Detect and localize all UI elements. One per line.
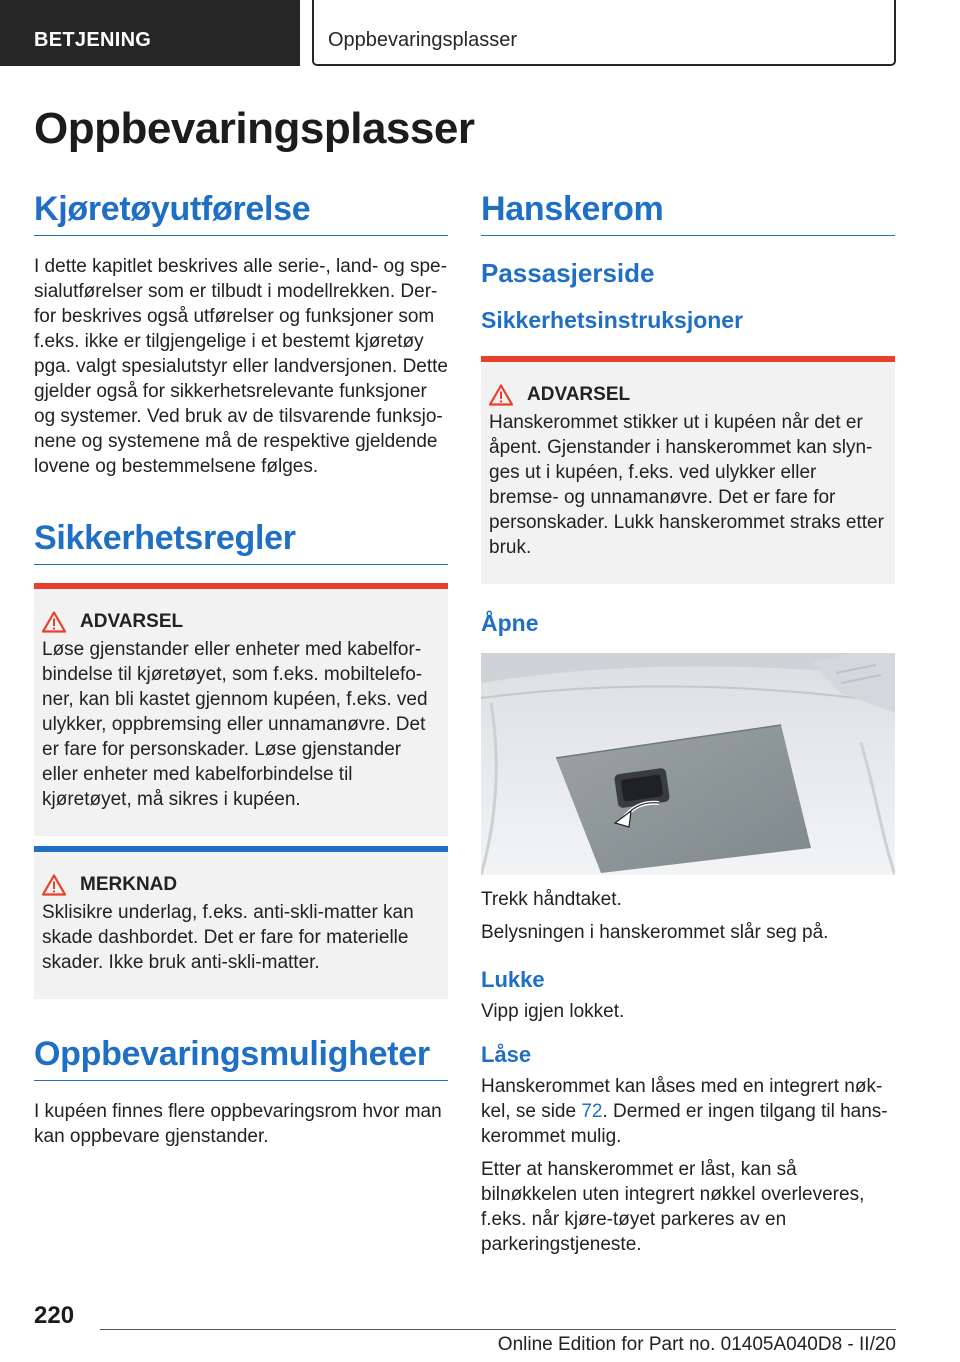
warning-header (34, 611, 438, 633)
safety-heading: Sikkerhetsregler (34, 519, 448, 565)
glovebox-warning-header (481, 384, 885, 406)
lock-text-2: Etter at hanskerommet er låst, kan så bilnøkkelen uten integrert nøkkel overleveres, f.eks. når kjøre-tøyet parkeres av en parkeringstjeneste. (481, 1159, 865, 1255)
note-header (34, 874, 438, 896)
note-box (34, 846, 448, 999)
note-title: MERKNAD (80, 874, 178, 895)
lock-text-part-b: . Dermed er ingen tilgang til hans-kerommet mulig. (481, 1101, 888, 1147)
warning-box (34, 583, 448, 836)
open-heading: Åpne (481, 610, 539, 636)
lock-heading: Låse (481, 1042, 532, 1067)
vehicle-text: I dette kapitlet beskrives alle serie-, land- og spe-sialutførelser som er tilbudt i modellrekken. Der-for beskrives også utførelser og funksjoner som f.eks. ikke er tilgjengelige i et bestemt kjøretøy pga. valgt spesialutstyr eller landversjonen. Dette gjelder også for sikkerhetsrelevante funksjoner og systemer. Ved bruk av de tilsvarende funksjo-nene og systemene må de respektive gjeldende lovene og bestemmelsene følges. (34, 256, 449, 477)
edition-text: Online Edition for Part no. 01405A040D8 - II/20 (497, 1334, 896, 1355)
page-number: 220 (34, 1302, 75, 1329)
storage-text: I kupéen finnes flere oppbevaringsrom hvor man kan oppbevare gjenstander. (34, 1101, 442, 1147)
page-reference-link[interactable]: 72 (581, 1101, 603, 1122)
footer-divider (100, 1329, 896, 1330)
glovebox-photo (481, 653, 895, 875)
glovebox-warning-title: ADVARSEL (527, 384, 631, 405)
open-step-2: Belysningen i hanskerommet slår seg på. (481, 922, 829, 943)
glovebox-warning-box (481, 356, 895, 584)
lock-text (481, 1074, 895, 1149)
vehicle-heading: Kjøretøyutførelse (34, 190, 448, 236)
lock-text-part-a: Hanskerommet kan låses med en integrert nøk-kel, se side (481, 1076, 883, 1122)
warning-triangle-icon (489, 384, 513, 406)
warning-triangle-icon (42, 611, 66, 633)
close-heading: Lukke (481, 967, 545, 992)
left-column (34, 190, 448, 1149)
note-text: Sklisikre underlag, f.eks. anti-skli-matter kan skade dashbordet. Det er fare for materielle skader. Ikke bruk anti-skli-matter. (42, 902, 414, 973)
chapter-tab: Oppbevaringsplasser (312, 0, 896, 66)
glovebox-illustration (481, 653, 895, 875)
page-header (0, 0, 960, 66)
warning-text: Løse gjenstander eller enheter med kabelfor-bindelse til kjøretøyet, som f.eks. mobiltelefo-ner, kan bli kastet gjennom kupéen, f.eks. ved ulykker, oppbremsing eller unnamanøvre. Det er fare for personskader. Løse gjenstander eller enheter med kabelforbindelse til kjøretøyet, må sikres i kupéen. (42, 639, 428, 810)
right-column (481, 190, 895, 1257)
safety-instructions-heading: Sikkerhetsinstruksjoner (481, 307, 744, 333)
storage-heading: Oppbevaringsmuligheter (34, 1035, 448, 1081)
close-text: Vipp igjen lokket. (481, 1001, 625, 1022)
warning-triangle-icon (42, 874, 66, 896)
open-step-1: Trekk håndtaket. (481, 889, 622, 910)
warning-title: ADVARSEL (80, 611, 184, 632)
page-title: Oppbevaringsplasser (34, 104, 475, 153)
passenger-side-heading: Passasjerside (481, 258, 655, 288)
section-tab: BETJENING (0, 0, 300, 66)
glovebox-heading: Hanskerom (481, 190, 895, 236)
glovebox-warning-text: Hanskerommet stikker ut i kupéen når det er åpent. Gjenstander i hanskerommet kan slyn-ges ut i kupéen, f.eks. ved ulykker eller bremse- og unnamanøvre. Det er fare for personskader. Lukk hanskerommet straks etter bruk. (489, 412, 884, 558)
